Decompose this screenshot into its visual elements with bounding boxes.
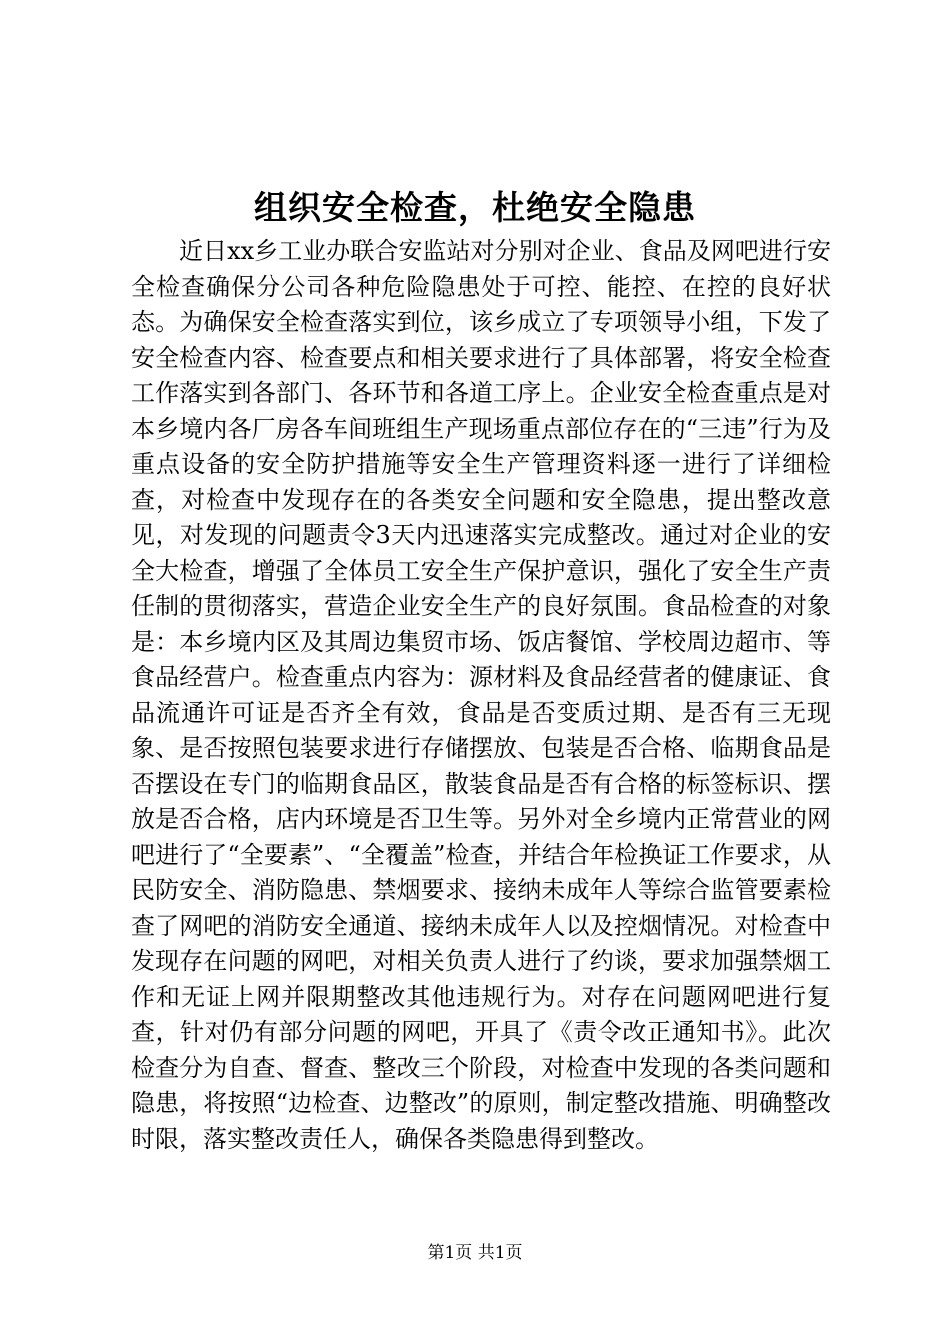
page-number-footer: 第1页 共1页 <box>427 1243 523 1263</box>
document-title: 组织安全检查，杜绝安全隐患 <box>254 188 696 227</box>
document-body-paragraph: 近日xx乡工业办联合安监站对分别对企业、食品及网吧进行安全检查确保分公司各种危险隐患处于可控、能控、在控的良好状态。为确保安全检查落实到位，该乡成立了专项领导小组，下发了安全检查内容、检查要点和相关要求进行了具体部署，将安全检查工作落实到各部门、各环节和各道工序上。企业安全检查重点是对本乡境内各厂房各车间班组生产现场重点部位存在的“三违”行为及重点设备的安全防护措施等安全生产管理资料逐一进行了详细检查，对检查中发现存在的各类安全问题和安全隐患，提出整改意见，对发现的问题责令3天内迅速落实完成整改。通过对企业的安全大检查，增强了全体员工安全生产保护意识，强化了安全生产责任制的贯彻落实，营造企业安全生产的良好氛围。食品检查的对象是：本乡境内区及其周边集贸市场、饭店餐馆、学校周边超市、等食品经营户。检查重点内容为：源材料及食品经营者的健康证、食品流通许可证是否齐全有效，食品是否变质过期、是否有三无现象、是否按照包装要求进行存储摆放、包装是否合格、临期食品是否摆设在专门的临期食品区，散装食品是否有合格的标签标识、摆放是否合格，店内环境是否卫生等。另外对全乡境内正常营业的网吧进行了“全要素”、“全覆盖”检查，并结合年检换证工作要求，从民防安全、消防隐患、禁烟要求、接纳未成年人等综合监管要素检查了网吧的消防安全通道、接纳未成年人以及控烟情况。对检查中发现存在问题的网吧，对相关负责人进行了约谈，要求加强禁烟工作和无证上网并限期整改其他违规行为。对存在问题网吧进行复查，针对仍有部分问题的网吧，开具了《责令改正通知书》。此次检查分为自查、督查、整改三个阶段，对检查中发现的各类问题和隐患，将按照“边检查、边整改”的原则，制定整改措施、明确整改时限，落实整改责任人，确保各类隐患得到整改。 <box>131 237 831 1153</box>
